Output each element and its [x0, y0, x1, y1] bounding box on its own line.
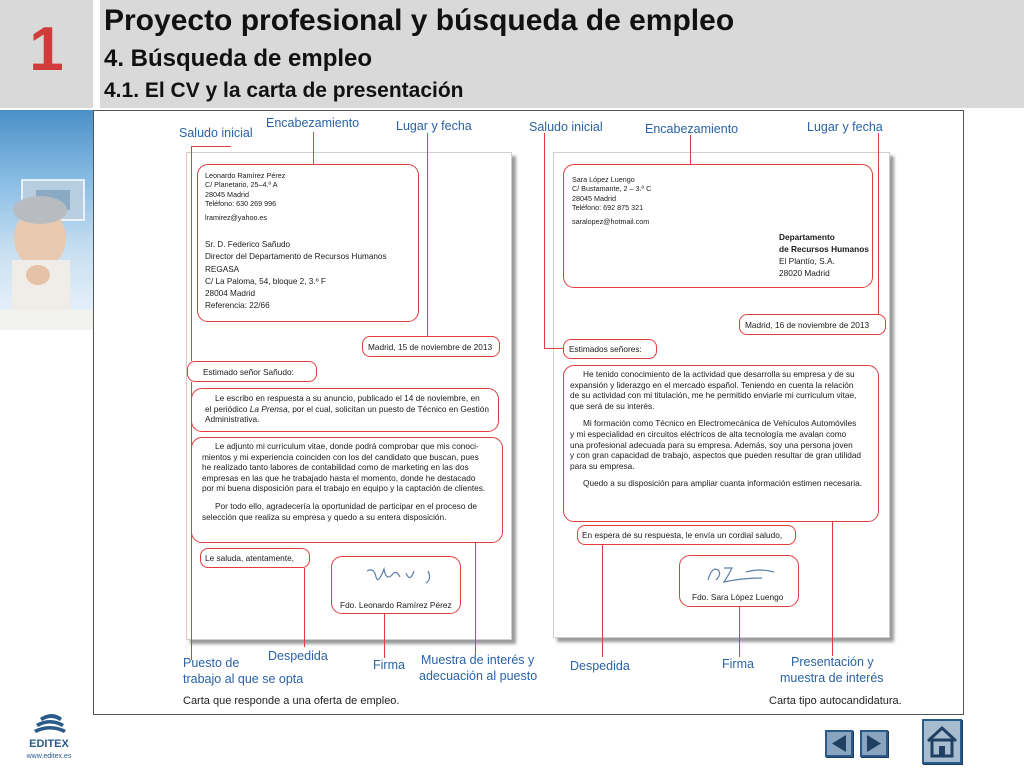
right-recipient-line: 28020 Madrid [779, 268, 830, 278]
spacer [570, 411, 862, 418]
left-sender-line: 28045 Madrid [205, 189, 249, 199]
right-signature-box [679, 555, 799, 607]
left-recipient-line: C/ La Paloma, 54, bloque 2, 3.º F [205, 276, 326, 286]
text-line: Quedo a su disposición para ampliar cuanta información estimen necesaria. [583, 478, 863, 489]
connector-line [832, 522, 833, 656]
text-line: y con gran capacidad de trabajo, aspectos que pueden resultar de gran utilidad [570, 450, 862, 461]
connector-line [878, 133, 879, 314]
connector-line [313, 164, 314, 165]
left-label-encabezamiento: Encabezamiento [266, 116, 360, 130]
left-sender-block [205, 171, 285, 222]
text-line: He tenido conocimiento de la actividad que desarrolla su empresa y de su [583, 369, 855, 379]
left-signature-box [331, 556, 461, 614]
right-label-despedida: Despedida [570, 659, 630, 673]
right-sender-line: 28045 Madrid [572, 193, 616, 203]
left-label-lugar-fecha: Lugar y fecha [396, 119, 472, 133]
text-line: por mi buena disposición para el trabajo en equipo y la captación de clientes. [202, 483, 486, 494]
text-line: para su empresa. [570, 460, 635, 471]
right-body-box [563, 365, 879, 522]
text-line: selección que realiza su empresa y quedo a su entera disposición. [202, 511, 447, 522]
connector-line [602, 545, 603, 657]
slide-header [100, 0, 1024, 108]
chapter-photo [0, 110, 93, 330]
left-signature-scribble [362, 563, 442, 591]
right-sender-line: Sara López Luengo [572, 175, 635, 184]
left-paragraph-1 [205, 393, 489, 425]
left-recipient-line: REGASA [205, 264, 240, 274]
left-paragraph-1-box [191, 388, 499, 432]
left-signature-name: Fdo. Leonardo Ramírez Pérez [340, 600, 452, 610]
connector-line [304, 568, 305, 647]
left-header-box [197, 164, 419, 322]
left-sender-line: Leonardo Ramírez Pérez [205, 171, 286, 180]
left-label-muestra: adecuación al puesto [419, 669, 538, 683]
text-line: y mi especialidad en circuitos eléctricos de alta tecnología me avalan como [570, 428, 847, 439]
section-title: 4. Búsqueda de empleo [104, 45, 373, 72]
spacer [570, 471, 862, 478]
right-greeting-box [563, 339, 657, 359]
connector-line [475, 543, 476, 655]
chapter-badge [0, 0, 93, 108]
editex-logo [14, 712, 84, 762]
right-sender-line: C/ Bustamante, 2 – 3.º C [572, 184, 652, 194]
right-caption: Carta tipo autocandidatura. [769, 695, 902, 707]
left-label-muestra: Muestra de interés y [421, 653, 535, 667]
left-recipient-line: Director del Departamento de Recursos Humanos [205, 252, 387, 262]
text-line: he realizado tanto labores de contabilidad como de marketing en las dos [202, 462, 469, 473]
right-label-presentacion: muestra de interés [780, 671, 884, 685]
right-date-box [739, 314, 886, 335]
right-header-box [563, 164, 873, 288]
text-line: Le escribo en respuesta a su anuncio, publicado el 14 de noviembre, en [215, 393, 480, 403]
connector-line [384, 614, 385, 658]
left-closing: Le saluda, atentamente, [205, 553, 295, 563]
home-button[interactable] [922, 719, 962, 764]
right-label-firma: Firma [722, 657, 754, 671]
connector-line [427, 133, 428, 336]
next-slide-button[interactable] [860, 730, 888, 757]
connector-line [544, 133, 545, 348]
chapter-number: 1 [29, 15, 64, 84]
left-label-saludo-inicial: Saludo inicial [179, 126, 253, 140]
text-line: de su actividad con mi titulación, me he permitido enviarle mi curriculum vitae, [570, 390, 857, 401]
right-label-lugar-fecha: Lugar y fecha [807, 120, 883, 134]
previous-slide-button[interactable] [825, 730, 853, 757]
spacer [202, 494, 485, 501]
connector-line [544, 348, 563, 349]
arrow-right-icon [862, 732, 886, 755]
left-recipient-line: 28004 Madrid [205, 289, 256, 299]
text-line: Por todo ello, agradecería la oportunidad de participar en el proceso de [215, 500, 477, 511]
content-frame [93, 110, 964, 715]
left-date-box [362, 336, 500, 357]
right-label-saludo-inicial: Saludo inicial [529, 120, 603, 134]
right-sender-block [572, 175, 651, 226]
left-label-puesto: Puesto de [183, 656, 240, 670]
connector-line [191, 146, 192, 361]
right-recipient-line: El Plantío, S.A. [779, 256, 835, 266]
left-label-puesto: trabajo al que se opta [183, 672, 304, 686]
text-line: que será de su interés. [570, 400, 655, 411]
left-sender-line: Teléfono: 630 269 996 [205, 198, 277, 208]
text-span: el periódico [205, 403, 250, 414]
right-body [570, 369, 862, 489]
left-sender-line: C/ Planetario, 25–4.º A [205, 180, 278, 190]
left-label-firma: Firma [373, 658, 405, 672]
newspaper-name: La Prensa [249, 403, 288, 414]
right-sender-email: saralopez@hotmail.com [572, 217, 650, 227]
right-closing-box [577, 525, 796, 545]
logo-brand: EDITEX [29, 738, 69, 750]
text-line: mientos y mi experiencia coinciden con los del candidato que buscan, pues [202, 451, 479, 462]
left-paragraph-2-box [191, 437, 503, 543]
text-line: empresas en las que he trabajado hasta el momento, donde he destacado [202, 472, 476, 483]
right-label-presentacion: Presentación y [791, 655, 874, 669]
right-greeting: Estimados señores: [569, 344, 642, 354]
right-label-encabezamiento: Encabezamiento [645, 122, 739, 136]
connector-line [739, 607, 740, 657]
arrow-left-icon [827, 732, 851, 755]
connector-line [191, 146, 231, 147]
page-title: Proyecto profesional y búsqueda de empleo [104, 4, 735, 37]
right-recipient-address [779, 255, 835, 279]
left-greeting-box [187, 361, 317, 382]
left-caption: Carta que responde a una oferta de empleo. [183, 695, 400, 707]
thinking-person-image [0, 110, 93, 330]
left-date: Madrid, 15 de noviembre de 2013 [368, 342, 493, 352]
text-line: Mi formación como Técnico en Electromecánica de Vehículos Automóviles [583, 418, 857, 429]
connector-line [313, 132, 314, 164]
logo-url: www.editex.es [26, 753, 72, 760]
right-recipient-line: de Recursos Humanos [779, 244, 869, 254]
right-sender-line: Teléfono: 692 875 321 [572, 202, 644, 212]
right-closing: En espera de su respuesta, le envía un cordial saludo, [582, 530, 783, 540]
left-greeting: Estimado señor Sañudo: [203, 367, 294, 377]
connector-line [191, 382, 192, 660]
right-signature-name: Fdo. Sara López Luengo [692, 592, 784, 602]
left-recipient-line: Sr. D. Federico Sañudo [205, 240, 291, 249]
home-icon [924, 721, 960, 762]
right-recipient-bold [779, 231, 869, 255]
right-recipient-line: Departamento [779, 232, 835, 242]
text-line [205, 404, 489, 415]
text-line: expansión y liderazgo en el mercado español. Teniendo en cuenta la relación [570, 379, 854, 390]
text-line: Administrativa. [205, 414, 260, 425]
left-recipient-block [205, 239, 387, 313]
sidebar [0, 0, 93, 768]
left-sender-email: lramirez@yahoo.es [205, 213, 268, 223]
left-paragraph-2 [202, 441, 485, 522]
left-closing-box [200, 548, 310, 568]
subsection-title: 4.1. El CV y la carta de presentación [104, 79, 464, 102]
right-signature-scribble [702, 560, 782, 586]
left-recipient-line: Referencia: 22/66 [205, 301, 270, 311]
left-label-despedida: Despedida [268, 649, 328, 663]
text-line: una profesional adecuada para su empresa. Además, soy una persona joven [570, 439, 853, 450]
connector-line [690, 135, 691, 164]
text-span: , por el cual, solicitan un puesto de Técnico en Gestión [287, 403, 489, 414]
text-line: Le adjunto mi curriculum vitae, donde podrá comprobar que mis conoci- [215, 441, 479, 451]
right-date: Madrid, 16 de noviembre de 2013 [745, 320, 870, 330]
